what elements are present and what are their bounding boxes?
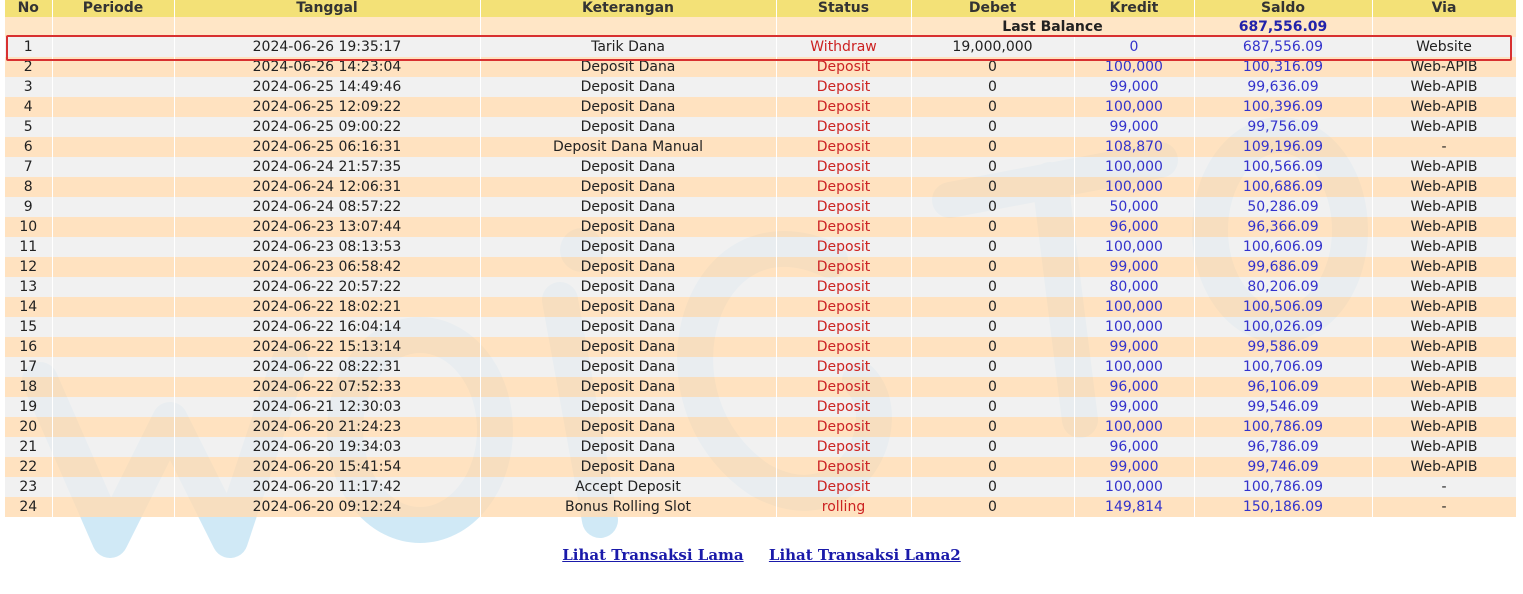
cell-via: Web-APIB — [1372, 177, 1516, 197]
cell-keterangan: Deposit Dana — [480, 437, 776, 457]
cell-tanggal: 2024-06-23 06:58:42 — [174, 257, 480, 277]
cell-tanggal: 2024-06-25 09:00:22 — [174, 117, 480, 137]
cell-keterangan: Deposit Dana — [480, 237, 776, 257]
col-header-via: Via — [1372, 0, 1516, 17]
table-row — [5, 257, 1516, 277]
cell-status: Deposit — [776, 117, 911, 137]
cell-no: 14 — [5, 297, 52, 317]
cell-via: - — [1372, 137, 1516, 157]
cell-keterangan: Deposit Dana — [480, 377, 776, 397]
col-header-saldo: Saldo — [1194, 0, 1372, 17]
cell-status: Deposit — [776, 357, 911, 377]
cell-periode — [52, 157, 174, 177]
cell-no: 7 — [5, 157, 52, 177]
cell-saldo: 99,636.09 — [1194, 77, 1372, 97]
table-row — [5, 37, 1516, 57]
cell-no: 21 — [5, 437, 52, 457]
cell-saldo: 80,206.09 — [1194, 277, 1372, 297]
col-header-kredit: Kredit — [1074, 0, 1194, 17]
cell-via: Web-APIB — [1372, 337, 1516, 357]
cell-debet: 0 — [911, 477, 1074, 497]
cell-tanggal: 2024-06-24 08:57:22 — [174, 197, 480, 217]
cell-keterangan: Deposit Dana — [480, 97, 776, 117]
cell-periode — [52, 137, 174, 157]
cell-periode — [52, 257, 174, 277]
cell-kredit: 99,000 — [1074, 337, 1194, 357]
cell-tanggal: 2024-06-20 11:17:42 — [174, 477, 480, 497]
cell-tanggal: 2024-06-22 08:22:31 — [174, 357, 480, 377]
table-row — [5, 197, 1516, 217]
cell-no: 16 — [5, 337, 52, 357]
cell-keterangan: Deposit Dana — [480, 177, 776, 197]
cell-tanggal: 2024-06-22 15:13:14 — [174, 337, 480, 357]
cell-keterangan: Deposit Dana — [480, 277, 776, 297]
cell-debet: 0 — [911, 357, 1074, 377]
table-row — [5, 77, 1516, 97]
cell-tanggal: 2024-06-22 07:52:33 — [174, 377, 480, 397]
cell-via: Web-APIB — [1372, 277, 1516, 297]
cell-status: Deposit — [776, 477, 911, 497]
cell-kredit: 80,000 — [1074, 277, 1194, 297]
cell-kredit: 99,000 — [1074, 117, 1194, 137]
cell-kredit: 99,000 — [1074, 457, 1194, 477]
cell-debet: 0 — [911, 317, 1074, 337]
cell-via: Web-APIB — [1372, 197, 1516, 217]
cell-no: 3 — [5, 77, 52, 97]
cell-periode — [52, 317, 174, 337]
cell-saldo: 100,706.09 — [1194, 357, 1372, 377]
cell-periode — [52, 357, 174, 377]
cell-via: Web-APIB — [1372, 357, 1516, 377]
transaction-table-container — [5, 0, 1516, 517]
cell-tanggal: 2024-06-24 21:57:35 — [174, 157, 480, 177]
cell-no: 5 — [5, 117, 52, 137]
cell-tanggal: 2024-06-20 09:12:24 — [174, 497, 480, 517]
cell-tanggal: 2024-06-25 06:16:31 — [174, 137, 480, 157]
cell-kredit: 100,000 — [1074, 417, 1194, 437]
cell-via: Website — [1372, 37, 1516, 57]
table-row — [5, 457, 1516, 477]
table-row — [5, 157, 1516, 177]
col-header-keterangan: Keterangan — [480, 0, 776, 17]
cell-status: Deposit — [776, 317, 911, 337]
cell-periode — [52, 277, 174, 297]
cell-periode — [52, 37, 174, 57]
table-row — [5, 237, 1516, 257]
cell-no: 20 — [5, 417, 52, 437]
link-old-transactions[interactable]: Lihat Transaksi Lama — [562, 546, 744, 564]
table-row — [5, 117, 1516, 137]
cell-debet: 0 — [911, 117, 1074, 137]
cell-status: Deposit — [776, 417, 911, 437]
cell-keterangan: Deposit Dana — [480, 417, 776, 437]
cell-status: Deposit — [776, 457, 911, 477]
table-row — [5, 477, 1516, 497]
cell-no: 15 — [5, 317, 52, 337]
cell-keterangan: Deposit Dana — [480, 457, 776, 477]
cell-periode — [52, 197, 174, 217]
cell-status: Deposit — [776, 297, 911, 317]
cell-saldo: 100,566.09 — [1194, 157, 1372, 177]
cell-keterangan: Deposit Dana — [480, 337, 776, 357]
col-header-periode: Periode — [52, 0, 174, 17]
cell-no: 4 — [5, 97, 52, 117]
cell-saldo: 99,546.09 — [1194, 397, 1372, 417]
cell-kredit: 100,000 — [1074, 297, 1194, 317]
cell-status: Deposit — [776, 337, 911, 357]
cell-via: Web-APIB — [1372, 157, 1516, 177]
cell-status: Deposit — [776, 77, 911, 97]
cell-debet: 0 — [911, 497, 1074, 517]
cell-status: Deposit — [776, 237, 911, 257]
cell-status: Deposit — [776, 97, 911, 117]
cell-via: Web-APIB — [1372, 457, 1516, 477]
cell-kredit: 96,000 — [1074, 377, 1194, 397]
cell-periode — [52, 377, 174, 397]
cell-tanggal: 2024-06-20 19:34:03 — [174, 437, 480, 457]
cell-kredit: 149,814 — [1074, 497, 1194, 517]
cell-saldo: 96,786.09 — [1194, 437, 1372, 457]
cell-debet: 0 — [911, 377, 1074, 397]
cell-debet: 0 — [911, 77, 1074, 97]
cell-via: Web-APIB — [1372, 437, 1516, 457]
cell-keterangan: Deposit Dana — [480, 317, 776, 337]
table-row — [5, 337, 1516, 357]
cell-kredit: 100,000 — [1074, 57, 1194, 77]
cell-tanggal: 2024-06-22 20:57:22 — [174, 277, 480, 297]
cell-tanggal: 2024-06-26 14:23:04 — [174, 57, 480, 77]
col-header-debet: Debet — [911, 0, 1074, 17]
cell-periode — [52, 57, 174, 77]
cell-status: Deposit — [776, 157, 911, 177]
cell-debet: 0 — [911, 337, 1074, 357]
cell-via: Web-APIB — [1372, 57, 1516, 77]
cell-kredit: 108,870 — [1074, 137, 1194, 157]
table-row — [5, 297, 1516, 317]
cell-debet: 0 — [911, 57, 1074, 77]
cell-tanggal: 2024-06-23 13:07:44 — [174, 217, 480, 237]
cell-no: 24 — [5, 497, 52, 517]
cell-status: Deposit — [776, 377, 911, 397]
cell-debet: 0 — [911, 137, 1074, 157]
cell-tanggal: 2024-06-25 14:49:46 — [174, 77, 480, 97]
cell-saldo: 150,186.09 — [1194, 497, 1372, 517]
table-row — [5, 97, 1516, 117]
cell-debet: 19,000,000 — [911, 37, 1074, 57]
cell-kredit: 99,000 — [1074, 257, 1194, 277]
cell-kredit: 100,000 — [1074, 237, 1194, 257]
cell-no: 23 — [5, 477, 52, 497]
cell-saldo: 99,686.09 — [1194, 257, 1372, 277]
cell-debet: 0 — [911, 217, 1074, 237]
cell-keterangan: Tarik Dana — [480, 37, 776, 57]
table-row — [5, 57, 1516, 77]
cell-kredit: 50,000 — [1074, 197, 1194, 217]
cell-no: 18 — [5, 377, 52, 397]
table-header — [5, 0, 1516, 17]
cell-debet: 0 — [911, 237, 1074, 257]
cell-periode — [52, 477, 174, 497]
cell-debet: 0 — [911, 97, 1074, 117]
cell-no: 22 — [5, 457, 52, 477]
cell-via: Web-APIB — [1372, 77, 1516, 97]
cell-periode — [52, 117, 174, 137]
cell-saldo: 109,196.09 — [1194, 137, 1372, 157]
cell-keterangan: Deposit Dana — [480, 297, 776, 317]
cell-keterangan: Deposit Dana — [480, 117, 776, 137]
cell-keterangan: Deposit Dana — [480, 397, 776, 417]
old-transaction-links — [0, 546, 1523, 564]
table-row — [5, 357, 1516, 377]
cell-status: Deposit — [776, 137, 911, 157]
cell-periode — [52, 417, 174, 437]
cell-saldo: 100,686.09 — [1194, 177, 1372, 197]
table-row — [5, 397, 1516, 417]
cell-kredit: 99,000 — [1074, 397, 1194, 417]
cell-status: rolling — [776, 497, 911, 517]
cell-kredit: 99,000 — [1074, 77, 1194, 97]
cell-no: 13 — [5, 277, 52, 297]
transaction-table — [5, 0, 1517, 517]
cell-no: 17 — [5, 357, 52, 377]
cell-no: 8 — [5, 177, 52, 197]
table-row — [5, 437, 1516, 457]
cell-periode — [52, 217, 174, 237]
cell-via: Web-APIB — [1372, 417, 1516, 437]
cell-tanggal: 2024-06-26 19:35:17 — [174, 37, 480, 57]
cell-debet: 0 — [911, 457, 1074, 477]
cell-status: Deposit — [776, 197, 911, 217]
cell-tanggal: 2024-06-22 16:04:14 — [174, 317, 480, 337]
cell-saldo: 100,606.09 — [1194, 237, 1372, 257]
cell-kredit: 100,000 — [1074, 477, 1194, 497]
cell-via: Web-APIB — [1372, 257, 1516, 277]
cell-keterangan: Deposit Dana — [480, 157, 776, 177]
last-balance-value: 687,556.09 — [1194, 17, 1372, 37]
cell-saldo: 100,786.09 — [1194, 417, 1372, 437]
cell-keterangan: Deposit Dana — [480, 57, 776, 77]
cell-tanggal: 2024-06-20 21:24:23 — [174, 417, 480, 437]
cell-keterangan: Accept Deposit — [480, 477, 776, 497]
cell-kredit: 96,000 — [1074, 217, 1194, 237]
cell-no: 12 — [5, 257, 52, 277]
cell-no: 1 — [5, 37, 52, 57]
cell-status: Deposit — [776, 217, 911, 237]
cell-via: Web-APIB — [1372, 217, 1516, 237]
cell-debet: 0 — [911, 177, 1074, 197]
cell-keterangan: Deposit Dana — [480, 357, 776, 377]
cell-kredit: 100,000 — [1074, 157, 1194, 177]
table-row — [5, 417, 1516, 437]
cell-tanggal: 2024-06-24 12:06:31 — [174, 177, 480, 197]
col-header-no: No — [5, 0, 52, 17]
cell-saldo: 100,506.09 — [1194, 297, 1372, 317]
cell-tanggal: 2024-06-20 15:41:54 — [174, 457, 480, 477]
cell-via: Web-APIB — [1372, 117, 1516, 137]
cell-via: Web-APIB — [1372, 317, 1516, 337]
cell-saldo: 687,556.09 — [1194, 37, 1372, 57]
cell-saldo: 100,786.09 — [1194, 477, 1372, 497]
cell-debet: 0 — [911, 277, 1074, 297]
cell-periode — [52, 177, 174, 197]
last-balance-label: Last Balance — [911, 17, 1194, 37]
cell-saldo: 99,746.09 — [1194, 457, 1372, 477]
cell-saldo: 96,366.09 — [1194, 217, 1372, 237]
cell-no: 9 — [5, 197, 52, 217]
cell-via: Web-APIB — [1372, 377, 1516, 397]
cell-kredit: 0 — [1074, 37, 1194, 57]
cell-no: 10 — [5, 217, 52, 237]
cell-saldo: 50,286.09 — [1194, 197, 1372, 217]
cell-saldo: 100,396.09 — [1194, 97, 1372, 117]
cell-via: Web-APIB — [1372, 237, 1516, 257]
cell-periode — [52, 397, 174, 417]
cell-status: Withdraw — [776, 37, 911, 57]
cell-debet: 0 — [911, 417, 1074, 437]
cell-keterangan: Deposit Dana — [480, 257, 776, 277]
cell-debet: 0 — [911, 437, 1074, 457]
cell-kredit: 100,000 — [1074, 177, 1194, 197]
cell-tanggal: 2024-06-21 12:30:03 — [174, 397, 480, 417]
table-row — [5, 277, 1516, 297]
cell-periode — [52, 77, 174, 97]
cell-status: Deposit — [776, 277, 911, 297]
cell-tanggal: 2024-06-22 18:02:21 — [174, 297, 480, 317]
cell-debet: 0 — [911, 397, 1074, 417]
cell-debet: 0 — [911, 297, 1074, 317]
cell-kredit: 96,000 — [1074, 437, 1194, 457]
cell-status: Deposit — [776, 257, 911, 277]
cell-via: Web-APIB — [1372, 397, 1516, 417]
cell-tanggal: 2024-06-23 08:13:53 — [174, 237, 480, 257]
link-old-transactions-2[interactable]: Lihat Transaksi Lama2 — [768, 546, 961, 564]
cell-via: Web-APIB — [1372, 97, 1516, 117]
cell-periode — [52, 337, 174, 357]
cell-via: - — [1372, 497, 1516, 517]
cell-periode — [52, 457, 174, 477]
cell-tanggal: 2024-06-25 12:09:22 — [174, 97, 480, 117]
cell-status: Deposit — [776, 397, 911, 417]
cell-periode — [52, 297, 174, 317]
cell-no: 6 — [5, 137, 52, 157]
table-row — [5, 217, 1516, 237]
table-row — [5, 497, 1516, 517]
cell-keterangan: Deposit Dana — [480, 197, 776, 217]
cell-debet: 0 — [911, 197, 1074, 217]
cell-status: Deposit — [776, 437, 911, 457]
col-header-status: Status — [776, 0, 911, 17]
cell-no: 19 — [5, 397, 52, 417]
cell-no: 11 — [5, 237, 52, 257]
cell-status: Deposit — [776, 57, 911, 77]
cell-saldo: 100,026.09 — [1194, 317, 1372, 337]
table-row — [5, 137, 1516, 157]
cell-saldo: 99,756.09 — [1194, 117, 1372, 137]
cell-kredit: 100,000 — [1074, 357, 1194, 377]
cell-keterangan: Deposit Dana Manual — [480, 137, 776, 157]
cell-status: Deposit — [776, 177, 911, 197]
cell-saldo: 100,316.09 — [1194, 57, 1372, 77]
cell-no: 2 — [5, 57, 52, 77]
col-header-tanggal: Tanggal — [174, 0, 480, 17]
cell-debet: 0 — [911, 257, 1074, 277]
cell-kredit: 100,000 — [1074, 97, 1194, 117]
cell-keterangan: Bonus Rolling Slot — [480, 497, 776, 517]
cell-periode — [52, 497, 174, 517]
cell-keterangan: Deposit Dana — [480, 77, 776, 97]
table-row — [5, 377, 1516, 397]
cell-saldo: 99,586.09 — [1194, 337, 1372, 357]
cell-debet: 0 — [911, 157, 1074, 177]
cell-periode — [52, 97, 174, 117]
cell-keterangan: Deposit Dana — [480, 217, 776, 237]
last-balance-row — [5, 17, 1516, 37]
cell-via: - — [1372, 477, 1516, 497]
table-row — [5, 177, 1516, 197]
cell-saldo: 96,106.09 — [1194, 377, 1372, 397]
cell-via: Web-APIB — [1372, 297, 1516, 317]
table-row — [5, 317, 1516, 337]
cell-kredit: 100,000 — [1074, 317, 1194, 337]
cell-periode — [52, 437, 174, 457]
cell-periode — [52, 237, 174, 257]
